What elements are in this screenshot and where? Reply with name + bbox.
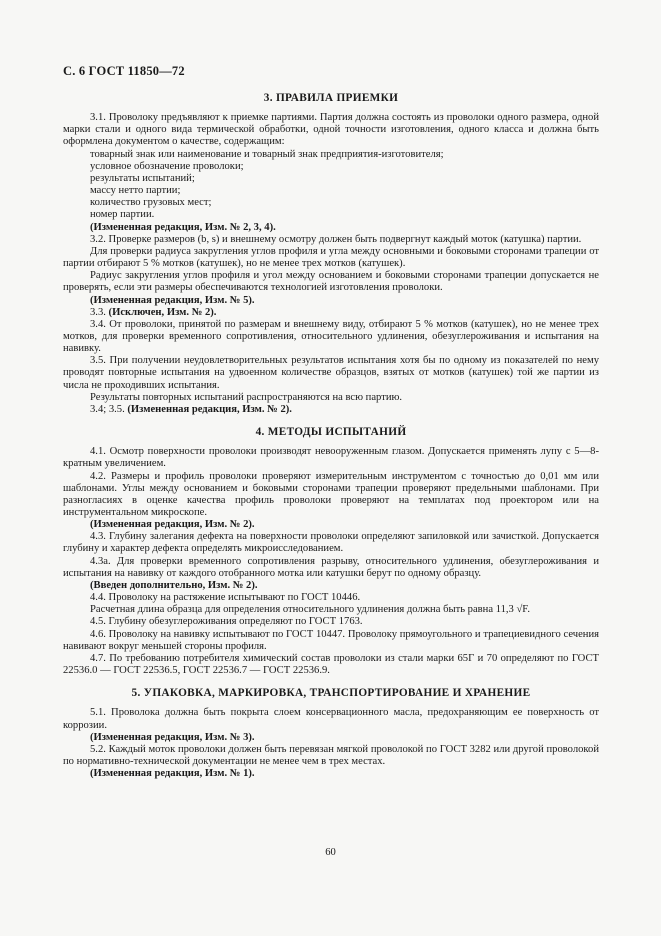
section-4-title: 4. МЕТОДЫ ИСПЫТАНИЙ [255, 426, 407, 439]
clause-number: 3.4; 3.5. [90, 403, 128, 415]
paragraph-4-6: 4.6. Проволоку на навивку испытывают по ГОСТ 10447. Проволоку прямоугольного и трапециевидного сечения навивают вокруг меньшей стороны профиля. [63, 628, 599, 652]
paragraph-3-4: 3.4. От проволоки, принятой по размерам и внешнему виду, отбирают 5 % мотков (катушек), но не менее трех мотков, для проверки временного сопротивления, относительного удлинения, обезуглероживания и испытания на навивку. [63, 318, 599, 355]
list-item: товарный знак или наименование и товарный знак предприятия-изготовителя; [90, 148, 444, 160]
section-3-title: 3. ПРАВИЛА ПРИЕМКИ [263, 92, 399, 104]
list-item: количество грузовых мест; [90, 197, 212, 209]
section-5-title: 5. УПАКОВКА, МАРКИРОВКА, ТРАНСПОРТИРОВАНИЕ И ХРАНЕНИЕ [131, 687, 531, 700]
paragraph-3-5-results: Результаты повторных испытаний распространяются на всю партию. [90, 391, 403, 403]
list-item: условное обозначение проволоки; [90, 160, 244, 172]
paragraph-4-1: 4.1. Осмотр поверхности проволоки производят невооруженным глазом. Допускается применять лупу с 5—8-кратным увеличением. [63, 446, 599, 470]
paragraph-3-2: 3.2. Проверке размеров (b, s) и внешнему осмотру должен быть подвергнут каждый моток (катушка) партии. [90, 233, 582, 245]
paragraph-3-2-radius: Для проверки радиуса закругления углов профиля и угла между основными и боковыми сторонами трапеции от партии отбирают 5 % мотков (катушек), но не менее трех мотков (катушек). [63, 245, 599, 270]
edition-note: (Исключен, Изм. № 2). [108, 306, 217, 318]
paragraph-4-3: 4.3. Глубину залегания дефекта на поверхности проволоки определяют запиловкой или зачисткой. Допускается глубину и характер дефекта определять микроисследованием. [63, 531, 599, 555]
edition-note: (Измененная редакция, Изм. № 2). [127, 403, 292, 415]
paragraph-4-7: 4.7. По требованию потребителя химический состав проволоки из стали марки 65Г и 70 определяют по ГОСТ 22536.0 — ГОСТ 22536.5, ГОСТ 22536.7 — ГОСТ 22536.9. [63, 652, 599, 677]
edition-note: (Измененная редакция, Изм. № 1). [90, 768, 255, 780]
page-content [63, 92, 599, 780]
paragraph-4-4: 4.4. Проволоку на растяжение испытывают по ГОСТ 10446. [90, 592, 361, 604]
list-item: результаты испытаний; [90, 172, 195, 184]
edition-note: (Измененная редакция, Изм. № 3). [90, 731, 255, 743]
paragraph-4-3a: 4.3а. Для проверки временного сопротивления разрыву, относительного удлинения, обезуглероживания и испытания на навивку от каждого отобранного мотка или катушки берут по одному образцу. [63, 555, 599, 579]
clause-number: 3.3. [90, 306, 109, 318]
edition-note: (Измененная редакция, Изм. № 2). [90, 519, 255, 531]
page-header: С. 6 ГОСТ 11850—72 [63, 64, 185, 78]
paragraph-3-3 [63, 307, 599, 319]
paragraph-3-2-note: Радиус закругления углов профиля и угол между основанием и боковыми сторонами трапеции допускается не проверять, если эти размеры обеспечиваются технологией изготовления проволоки. [63, 270, 599, 294]
edition-note: (Измененная редакция, Изм. № 5). [90, 294, 255, 306]
paragraph-3-1: 3.1. Проволоку предъявляют к приемке партиями. Партия должна состоять из проволоки одного размера, одной марки стали и одного вида термической обработки, одной точности изготовления, одного класса и должна быть оформлена документом о качестве, содержащим: [63, 112, 599, 148]
list-item: массу нетто партии; [90, 185, 181, 197]
edition-note: (Введен дополнительно, Изм. № 2). [90, 579, 258, 591]
paragraph-4-4-length: Расчетная длина образца для определения относительного удлинения должна быть равна 11,3 √F. [90, 604, 531, 616]
page-number: 60 [325, 847, 336, 858]
paragraph-5-1: 5.1. Проволока должна быть покрыта слоем консервационного масла, предохраняющим ее поверхность от коррозии. [63, 707, 599, 731]
list-item: номер партии. [90, 209, 155, 221]
paragraph-5-2: 5.2. Каждый моток проволоки должен быть перевязан мягкой проволокой по ГОСТ 3282 или другой проволокой по нормативно-технической документации не менее чем в трех местах. [63, 743, 599, 767]
paragraph-4-5: 4.5. Глубину обезуглероживания определяют по ГОСТ 1763. [90, 616, 363, 628]
edition-note: (Измененная редакция, Изм. № 2, 3, 4). [90, 221, 276, 233]
paragraph-3-4-3-5 [63, 404, 599, 416]
paragraph-3-5: 3.5. При получении неудовлетворительных результатов испытания хотя бы по одному из показателей по нему проводят повторные испытания на удвоенном количестве образцов, взятых от мотков (катушек) той же партии из числа не проходивших испытания. [63, 355, 599, 391]
paragraph-4-2: 4.2. Размеры и профиль проволоки проверяют измерительным инструментом с точностью до 0,01 мм или шаблонами. Углы между основанием и боковыми сторонами трапеции проверяют предельными шаблонами. При разногласиях в оценке качества профиль проволоки проверяют на темплатах под проектором или на инструментальном микроскопе. [63, 470, 599, 518]
